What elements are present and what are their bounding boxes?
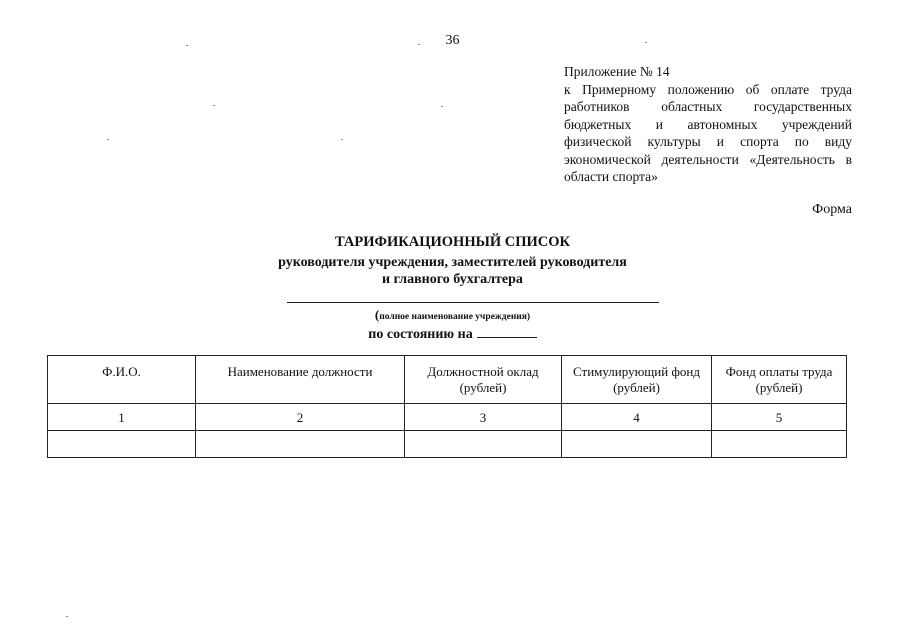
table-number-row xyxy=(48,404,847,431)
table-cell xyxy=(405,431,562,458)
form-label: Форма xyxy=(812,202,852,217)
scan-speck xyxy=(107,139,109,140)
as-of-date xyxy=(0,325,905,343)
col-header-salary: Должностной оклад (рублей) xyxy=(405,356,562,404)
col-number: 1 xyxy=(48,404,196,431)
col-header-position: Наименование должности xyxy=(196,356,405,404)
as-of-date-blank xyxy=(477,325,537,338)
page-number: 36 xyxy=(445,33,460,48)
col-number: 4 xyxy=(562,404,712,431)
col-header-payroll-fund: Фонд оплаты труда (рублей) xyxy=(712,356,847,404)
scan-speck xyxy=(66,616,68,617)
appendix-title: Приложение № 14 xyxy=(564,64,670,79)
col-header-incentive-fund: Стимулирующий фонд (рублей) xyxy=(562,356,712,404)
scan-speck xyxy=(645,42,647,43)
as-of-label: по состоянию на xyxy=(368,327,473,342)
caption-paren: ( xyxy=(374,307,380,322)
appendix-body: к Примерному положению об оплате труда работников областных государственных бюджетных и автономных учреждений физической культуры и спорта по виду экономической деятельности «Деятельность в области спорта» xyxy=(564,81,852,184)
scan-speck xyxy=(341,139,343,140)
institution-caption xyxy=(0,307,905,323)
col-header-fio: Ф.И.О. xyxy=(48,356,196,404)
tariff-table xyxy=(47,355,847,458)
table-cell xyxy=(712,431,847,458)
col-number: 5 xyxy=(712,404,847,431)
scan-speck xyxy=(441,106,443,107)
appendix-block xyxy=(564,63,852,186)
scan-speck xyxy=(418,44,420,45)
document-subtitle-line-2: и главного бухгалтера xyxy=(382,272,523,287)
table-cell xyxy=(196,431,405,458)
document-title: ТАРИФИКАЦИОННЫЙ СПИСОК xyxy=(334,234,571,250)
table-cell xyxy=(48,431,196,458)
col-number: 3 xyxy=(405,404,562,431)
table-header-row xyxy=(48,356,847,404)
table-cell xyxy=(562,431,712,458)
document-subtitle-line-1: руководителя учреждения, заместителей руководителя xyxy=(278,255,627,270)
table-row xyxy=(48,431,847,458)
institution-caption-text: полное наименование учреждения) xyxy=(379,312,531,322)
scan-speck xyxy=(213,105,215,106)
institution-name-line xyxy=(287,302,659,303)
col-number: 2 xyxy=(196,404,405,431)
scan-speck xyxy=(186,45,188,46)
